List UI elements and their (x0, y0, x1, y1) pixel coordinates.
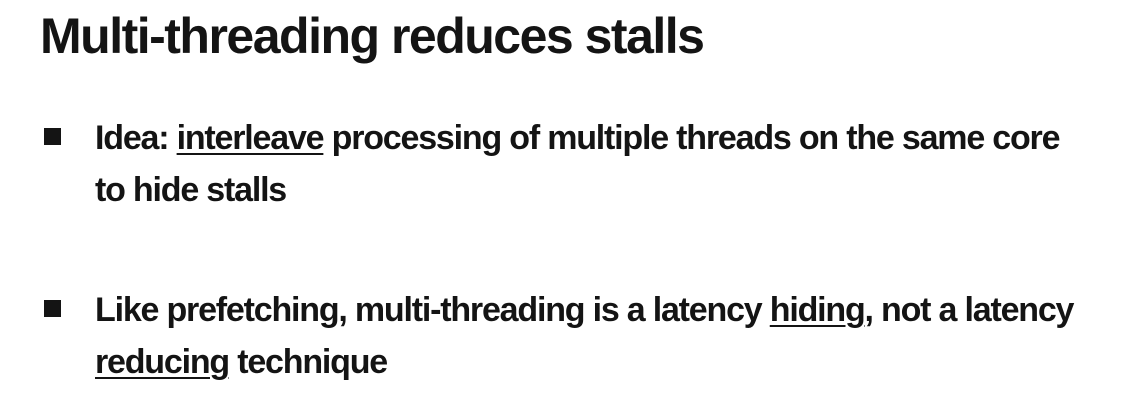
bullet-text-segment: , not a latency (864, 291, 1074, 329)
underlined-term-reducing: reducing (95, 343, 229, 381)
bullet-text-segment: technique (228, 343, 388, 381)
bullet-text-segment: Idea: (95, 119, 177, 157)
square-bullet-icon (44, 128, 61, 145)
square-bullet-icon (44, 300, 61, 317)
bullet-text (95, 284, 1080, 388)
slide-title: Multi-threading reduces stalls (40, 8, 704, 64)
bullet-text-segment: Like prefetching, multi-threading is a latency (95, 291, 770, 329)
underlined-term-hiding: hiding (769, 291, 865, 329)
bullet-text-segment: processing of multiple threads on the same core to hide stalls (95, 119, 1060, 209)
bullet-text (95, 112, 1080, 216)
underlined-term-interleave: interleave (176, 119, 324, 157)
